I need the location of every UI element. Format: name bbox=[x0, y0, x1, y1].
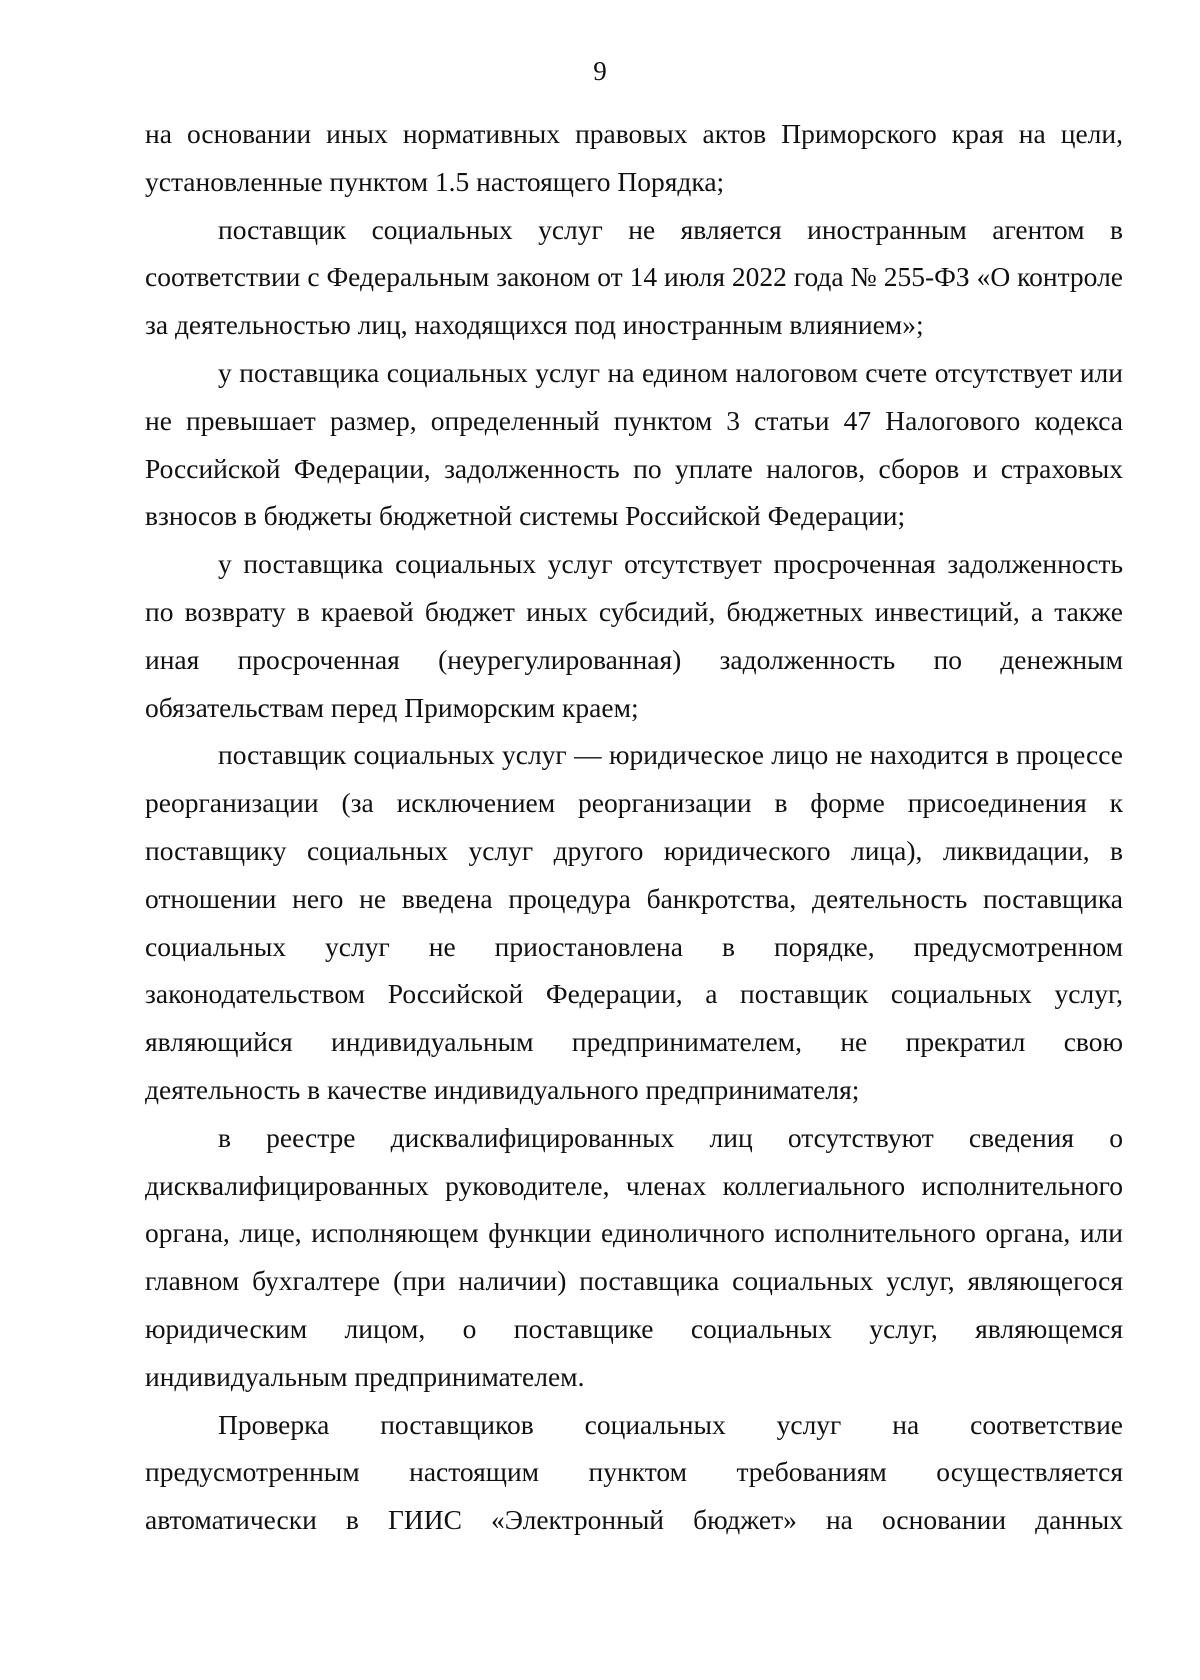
paragraph-tax-debt: у поставщика социальных услуг на едином налоговом счете отсутствует или не превышает размер, определенный пунктом 3 статьи 47 Налогового кодекса Российской Федерации, задолженность по уплате налогов, сборов и страховых взносов в бюджеты бюджетной системы Российской Федерации; bbox=[145, 356, 1123, 532]
paragraph-verification: Проверка поставщиков социальных услуг на соответствие предусмотренным настоящим пунктом требованиям осуществляется автоматически в ГИИС «Электронный бюджет» на основании данных bbox=[145, 1408, 1123, 1536]
paragraph-overdue-debt: у поставщика социальных услуг отсутствует просроченная задолженность по возврату в краевой бюджет иных субсидий, бюджетных инвестиций, а также иная просроченная (неурегулированная) задолженность по денежным обязательствам перед Приморским краем; bbox=[145, 548, 1123, 723]
paragraph-reorganization: поставщик социальных услуг — юридическое лицо не находится в процессе реорганизации (за исключением реорганизации в форме присоединения к поставщику социальных услуг другого юридического лица), ликвидации, в отношении него не введена процедура банкротства, деятельность поставщика социальных услуг не приостановлена в порядке, предусмотренном законодательством Российской Федерации, а поставщик социальных услуг, являющийся индивидуальным предпринимателем, не прекратил свою деятельность в качестве индивидуального предпринимателя; bbox=[145, 739, 1123, 1105]
page-number: 9 bbox=[593, 56, 607, 86]
paragraph-purpose-continuation: на основании иных нормативных правовых актов Приморского края на цели, установленные пунктом 1.5 настоящего Порядка; bbox=[145, 118, 1123, 197]
paragraph-disqualified-persons: в реестре дисквалифицированных лиц отсутствуют сведения о дисквалифицированных руководителе, членах коллегиального исполнительного органа, лице, исполняющем функции единоличного исполнительного органа, или главном бухгалтере (при наличии) поставщика социальных услуг, являющегося юридическим лицом, о поставщике социальных услуг, являющемся индивидуальным предпринимателем. bbox=[145, 1121, 1123, 1392]
paragraph-foreign-agent: поставщик социальных услуг не является иностранным агентом в соответствии с Федеральным законом от 14 июля 2022 года № 255-ФЗ «О контроле за деятельностью лиц, находящихся под иностранным влиянием»; bbox=[145, 213, 1123, 341]
document-body bbox=[145, 110, 1123, 1544]
